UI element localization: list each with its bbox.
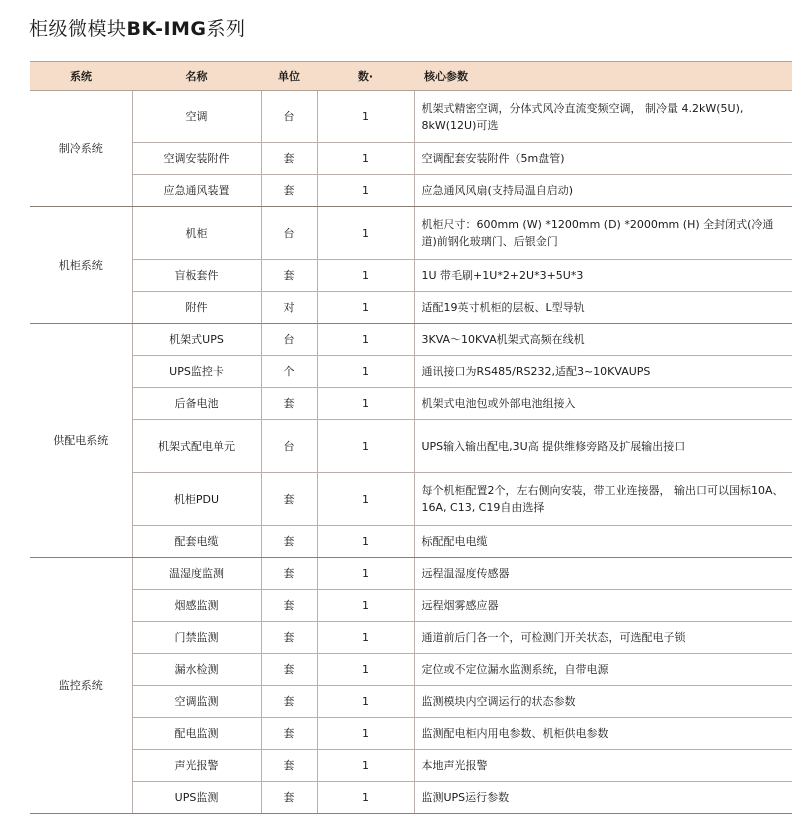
item-unit: 套 [261,686,317,718]
table-row [30,324,792,356]
group-monitoring: 监控系统 [30,558,132,814]
table-row [30,91,792,143]
item-qty: 1 [317,750,414,782]
group-cabinet: 机柜系统 [30,207,132,324]
item-qty: 1 [317,782,414,814]
item-unit: 台 [261,91,317,143]
item-params: 应急通风风扇(支持局温自启动) [414,175,792,207]
item-qty: 1 [317,590,414,622]
item-name: 机柜PDU [132,473,261,526]
item-unit: 套 [261,526,317,558]
item-unit: 个 [261,356,317,388]
item-params: 1U 带毛刷+1U*2+2U*3+5U*3 [414,260,792,292]
item-name: 机架式配电单元 [132,420,261,473]
item-params: 每个机柜配置2个，左右侧向安装，带工业连接器， 输出口可以国标10A、16A, C13, C19自由选择 [414,473,792,526]
item-params: 通道前后门各一个，可检测门开关状态，可选配电子锁 [414,622,792,654]
table-row [30,388,792,420]
item-params: 远程烟雾感应器 [414,590,792,622]
item-name: 应急通风装置 [132,175,261,207]
header-name: 名称 [132,62,261,91]
item-name: UPS监测 [132,782,261,814]
item-params: 机架式电池包或外部电池组接入 [414,388,792,420]
page-title [29,14,246,41]
item-params: 监测配电柜内用电参数、机柜供电参数 [414,718,792,750]
item-params: 定位或不定位漏水监测系统，自带电源 [414,654,792,686]
item-unit: 套 [261,558,317,590]
item-unit: 套 [261,175,317,207]
table-row [30,420,792,473]
table-row [30,143,792,175]
item-qty: 1 [317,622,414,654]
item-unit: 套 [261,473,317,526]
item-unit: 套 [261,388,317,420]
item-qty: 1 [317,356,414,388]
item-params: 空调配套安装附件（5m盘管) [414,143,792,175]
item-name: 后备电池 [132,388,261,420]
item-name: 附件 [132,292,261,324]
spec-table [30,61,792,814]
table-row [30,207,792,260]
title-suffix: 系列 [206,18,246,40]
item-name: 配套电缆 [132,526,261,558]
item-name: 空调安装附件 [132,143,261,175]
item-name: 空调 [132,91,261,143]
item-qty: 1 [317,143,414,175]
item-qty: 1 [317,292,414,324]
item-params: 机架式精密空调，分体式风冷直流变频空调， 制冷量 4.2kW(5U), 8kW(12U)可选 [414,91,792,143]
item-unit: 套 [261,590,317,622]
item-unit: 套 [261,143,317,175]
table-row [30,473,792,526]
item-name: 配电监测 [132,718,261,750]
item-unit: 套 [261,782,317,814]
table-header-row [30,62,792,91]
item-name: 机架式UPS [132,324,261,356]
item-params: UPS输入输出配电,3U高 提供维修旁路及扩展输出接口 [414,420,792,473]
item-qty: 1 [317,91,414,143]
item-qty: 1 [317,420,414,473]
item-qty: 1 [317,207,414,260]
table-row [30,622,792,654]
table-row [30,782,792,814]
item-name: 盲板套件 [132,260,261,292]
table-row [30,292,792,324]
table-row [30,356,792,388]
item-unit: 台 [261,207,317,260]
item-unit: 台 [261,324,317,356]
table-row [30,590,792,622]
title-prefix: 柜级微模块 [29,18,127,40]
title-model: BK-IMG [126,18,207,40]
header-unit: 单位 [261,62,317,91]
table-row [30,260,792,292]
item-name: 烟感监测 [132,590,261,622]
item-unit: 套 [261,622,317,654]
item-qty: 1 [317,654,414,686]
item-unit: 对 [261,292,317,324]
item-unit: 套 [261,718,317,750]
item-qty: 1 [317,526,414,558]
item-qty: 1 [317,324,414,356]
table-row [30,654,792,686]
item-params: 监测UPS运行参数 [414,782,792,814]
header-qty: 数· [317,62,414,91]
item-name: 温湿度监测 [132,558,261,590]
item-name: 漏水检测 [132,654,261,686]
item-name: 机柜 [132,207,261,260]
header-params: 核心参数 [414,62,792,91]
item-unit: 套 [261,750,317,782]
table-row [30,558,792,590]
item-params: 3KVA～10KVA机架式高频在线机 [414,324,792,356]
item-name: 空调监测 [132,686,261,718]
item-qty: 1 [317,558,414,590]
item-params: 标配配电电缆 [414,526,792,558]
item-name: 门禁监测 [132,622,261,654]
item-qty: 1 [317,473,414,526]
table-row [30,526,792,558]
item-unit: 套 [261,654,317,686]
item-name: UPS监控卡 [132,356,261,388]
item-params: 监测模块内空调运行的状态参数 [414,686,792,718]
item-params: 适配19英寸机柜的层板、L型导轨 [414,292,792,324]
table-row [30,750,792,782]
group-cooling: 制冷系统 [30,91,132,207]
item-params: 本地声光报警 [414,750,792,782]
table-row [30,686,792,718]
item-unit: 套 [261,260,317,292]
item-qty: 1 [317,260,414,292]
item-qty: 1 [317,388,414,420]
item-qty: 1 [317,718,414,750]
item-params: 远程温湿度传感器 [414,558,792,590]
table-row [30,718,792,750]
item-params: 机柜尺寸：600mm (W) *1200mm (D) *2000mm (H) 全封闭式(冷通道)前钢化玻璃门、后银金门 [414,207,792,260]
item-name: 声光报警 [132,750,261,782]
header-system: 系统 [30,62,132,91]
item-unit: 台 [261,420,317,473]
group-power: 供配电系统 [30,324,132,558]
item-params: 通讯接口为RS485/RS232,适配3~10KVAUPS [414,356,792,388]
item-qty: 1 [317,175,414,207]
table-row [30,175,792,207]
item-qty: 1 [317,686,414,718]
